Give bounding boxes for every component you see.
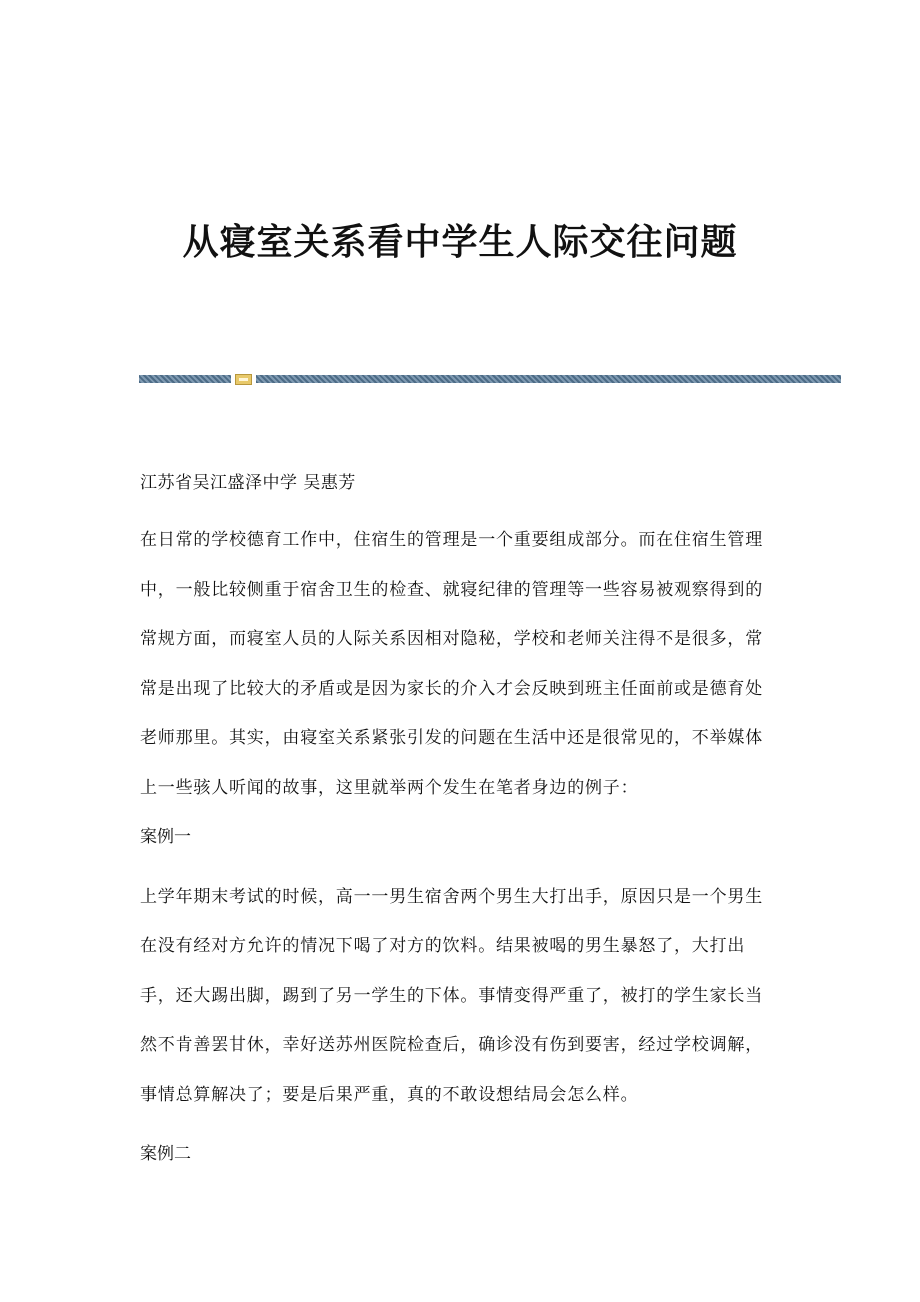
divider-bar-left <box>139 375 231 383</box>
divider-bar-right <box>256 375 841 383</box>
intro-paragraph: 在日常的学校德育工作中，住宿生的管理是一个重要组成部分。而在住宿生管理中，一般比较侧重于宿舍卫生的检查、就寝纪律的管理等一些容易被观察得到的常规方面，而寝室人员的人际关系因相对隐秘，学校和老师关注得不是很多，常常是出现了比较大的矛盾或是因为家长的介入才会反映到班主任面前或是德育处老师那里。其实，由寝室关系紧张引发的问题在生活中还是很常见的，不举媒体上一些骇人听闻的故事，这里就举两个发生在笔者身边的例子： <box>140 530 763 798</box>
document-body <box>140 466 780 1190</box>
document-title: 从寝室关系看中学生人际交往问题 <box>182 221 738 263</box>
case-1-heading: 案例一 <box>140 827 191 847</box>
author-line: 江苏省吴江盛泽中学 吴惠芳 <box>140 473 356 493</box>
case-2-heading: 案例二 <box>140 1144 191 1164</box>
divider-ornament-icon <box>235 374 252 385</box>
title-divider <box>139 374 841 385</box>
case-1-paragraph: 上学年期末考试的时候，高一一男生宿舍两个男生大打出手，原因只是一个男生在没有经对方允许的情况下喝了对方的饮料。结果被喝的男生暴怒了，大打出手，还大踢出脚，踢到了另一学生的下体。事情变得严重了，被打的学生家长当然不肯善罢甘休，幸好送苏州医院检查后，确诊没有伤到要害，经过学校调解，事情总算解决了；要是后果严重，真的不敢设想结局会怎么样。 <box>140 886 763 1105</box>
